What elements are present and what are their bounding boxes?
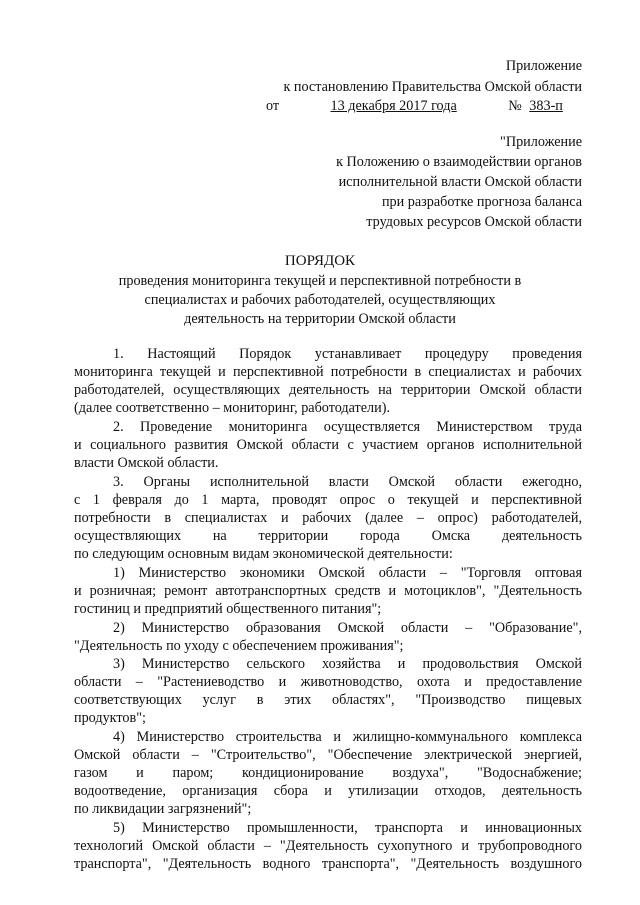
body-line: Омской области – "Строительство", "Обеспечение электрической энергией, bbox=[74, 747, 582, 763]
body-line: осуществляющих на территории города Омска деятельность bbox=[74, 528, 582, 544]
body-line: "Деятельность по уходу с обеспечением проживания"; bbox=[74, 638, 404, 654]
annex-line: "Приложение bbox=[500, 134, 582, 150]
resolution-date-number bbox=[266, 97, 582, 115]
body-line: потребности в специалистах и рабочих (далее – опрос) работодателей, bbox=[74, 510, 582, 526]
body-line: области – "Растениеводство и животноводство, охота и предоставление bbox=[74, 674, 582, 690]
body-line: с 1 февраля до 1 марта, проводят опрос о текущей и перспективной bbox=[74, 492, 582, 508]
body-line: 1) Министерство экономики Омской области – "Торговля оптовая bbox=[113, 565, 582, 581]
title-line: специалистах и рабочих работодателей, осуществляющих bbox=[144, 292, 496, 308]
body-line: (далее соответственно – мониторинг, работодатели). bbox=[74, 400, 391, 416]
from-label: от bbox=[266, 98, 280, 114]
body-line: гостиниц и предприятий общественного питания"; bbox=[74, 601, 382, 617]
body-line: водоотведение, организация сбора и утилизации отходов, деятельность bbox=[74, 783, 582, 799]
body-line: 3. Органы исполнительной власти Омской области ежегодно, bbox=[113, 474, 582, 490]
body-line: работодателей, осуществляющих деятельность на территории Омской области bbox=[74, 382, 582, 398]
body-line: 2) Министерство образования Омской области – "Образование", bbox=[113, 620, 582, 636]
body-line: по следующим основным видам экономической деятельности: bbox=[74, 546, 453, 562]
body-line: транспорта", "Деятельность водного транспорта", "Деятельность воздушного bbox=[74, 856, 582, 872]
number-label: № bbox=[508, 98, 522, 114]
body-line: газом и паром; кондиционирование воздуха", "Водоснабжение; bbox=[74, 765, 582, 781]
body-line: и социального развития Омской области с участием органов исполнительной bbox=[74, 437, 582, 453]
body-line: 5) Министерство промышленности, транспорта и инновационных bbox=[113, 820, 582, 836]
annex-line: к Положению о взаимодействии органов bbox=[336, 154, 582, 170]
body-line: 2. Проведение мониторинга осуществляется Министерством труда bbox=[113, 419, 582, 435]
title-heading: ПОРЯДОК bbox=[284, 253, 356, 269]
body-line: власти Омской области. bbox=[74, 455, 219, 471]
body-line: по ликвидации загрязнений"; bbox=[74, 801, 252, 817]
body-line: соответствующих услуг в этих областях", "Производство пищевых bbox=[74, 692, 582, 708]
body-line: 1. Настоящий Порядок устанавливает процедуру проведения bbox=[113, 346, 582, 362]
resolution-date: 13 декабря 2017 года bbox=[330, 98, 457, 114]
body-line: 4) Министерство строительства и жилищно-коммунального комплекса bbox=[113, 729, 582, 745]
annex-line: при разработке прогноза баланса bbox=[381, 194, 582, 210]
title-line: проведения мониторинга текущей и перспективной потребности в bbox=[118, 273, 522, 289]
body-line: технологий Омской области – "Деятельность сухопутного и трубопроводного bbox=[74, 838, 582, 854]
annex-line: трудовых ресурсов Омской области bbox=[366, 214, 582, 230]
body-line: 3) Министерство сельского хозяйства и продовольствия Омской bbox=[113, 656, 582, 672]
annex-line: исполнительной власти Омской области bbox=[338, 174, 582, 190]
body-line: продуктов"; bbox=[74, 710, 146, 726]
body-line: и розничная; ремонт автотранспортных средств и мотоциклов", "Деятельность bbox=[74, 583, 582, 599]
title-line: деятельность на территории Омской области bbox=[184, 311, 456, 327]
resolution-reference: к постановлению Правительства Омской области bbox=[283, 79, 582, 95]
resolution-number: 383-п bbox=[529, 98, 563, 114]
appendix-label: Приложение bbox=[505, 58, 582, 74]
body-line: мониторинга текущей и перспективной потребности в специалистах и рабочих bbox=[74, 364, 582, 380]
